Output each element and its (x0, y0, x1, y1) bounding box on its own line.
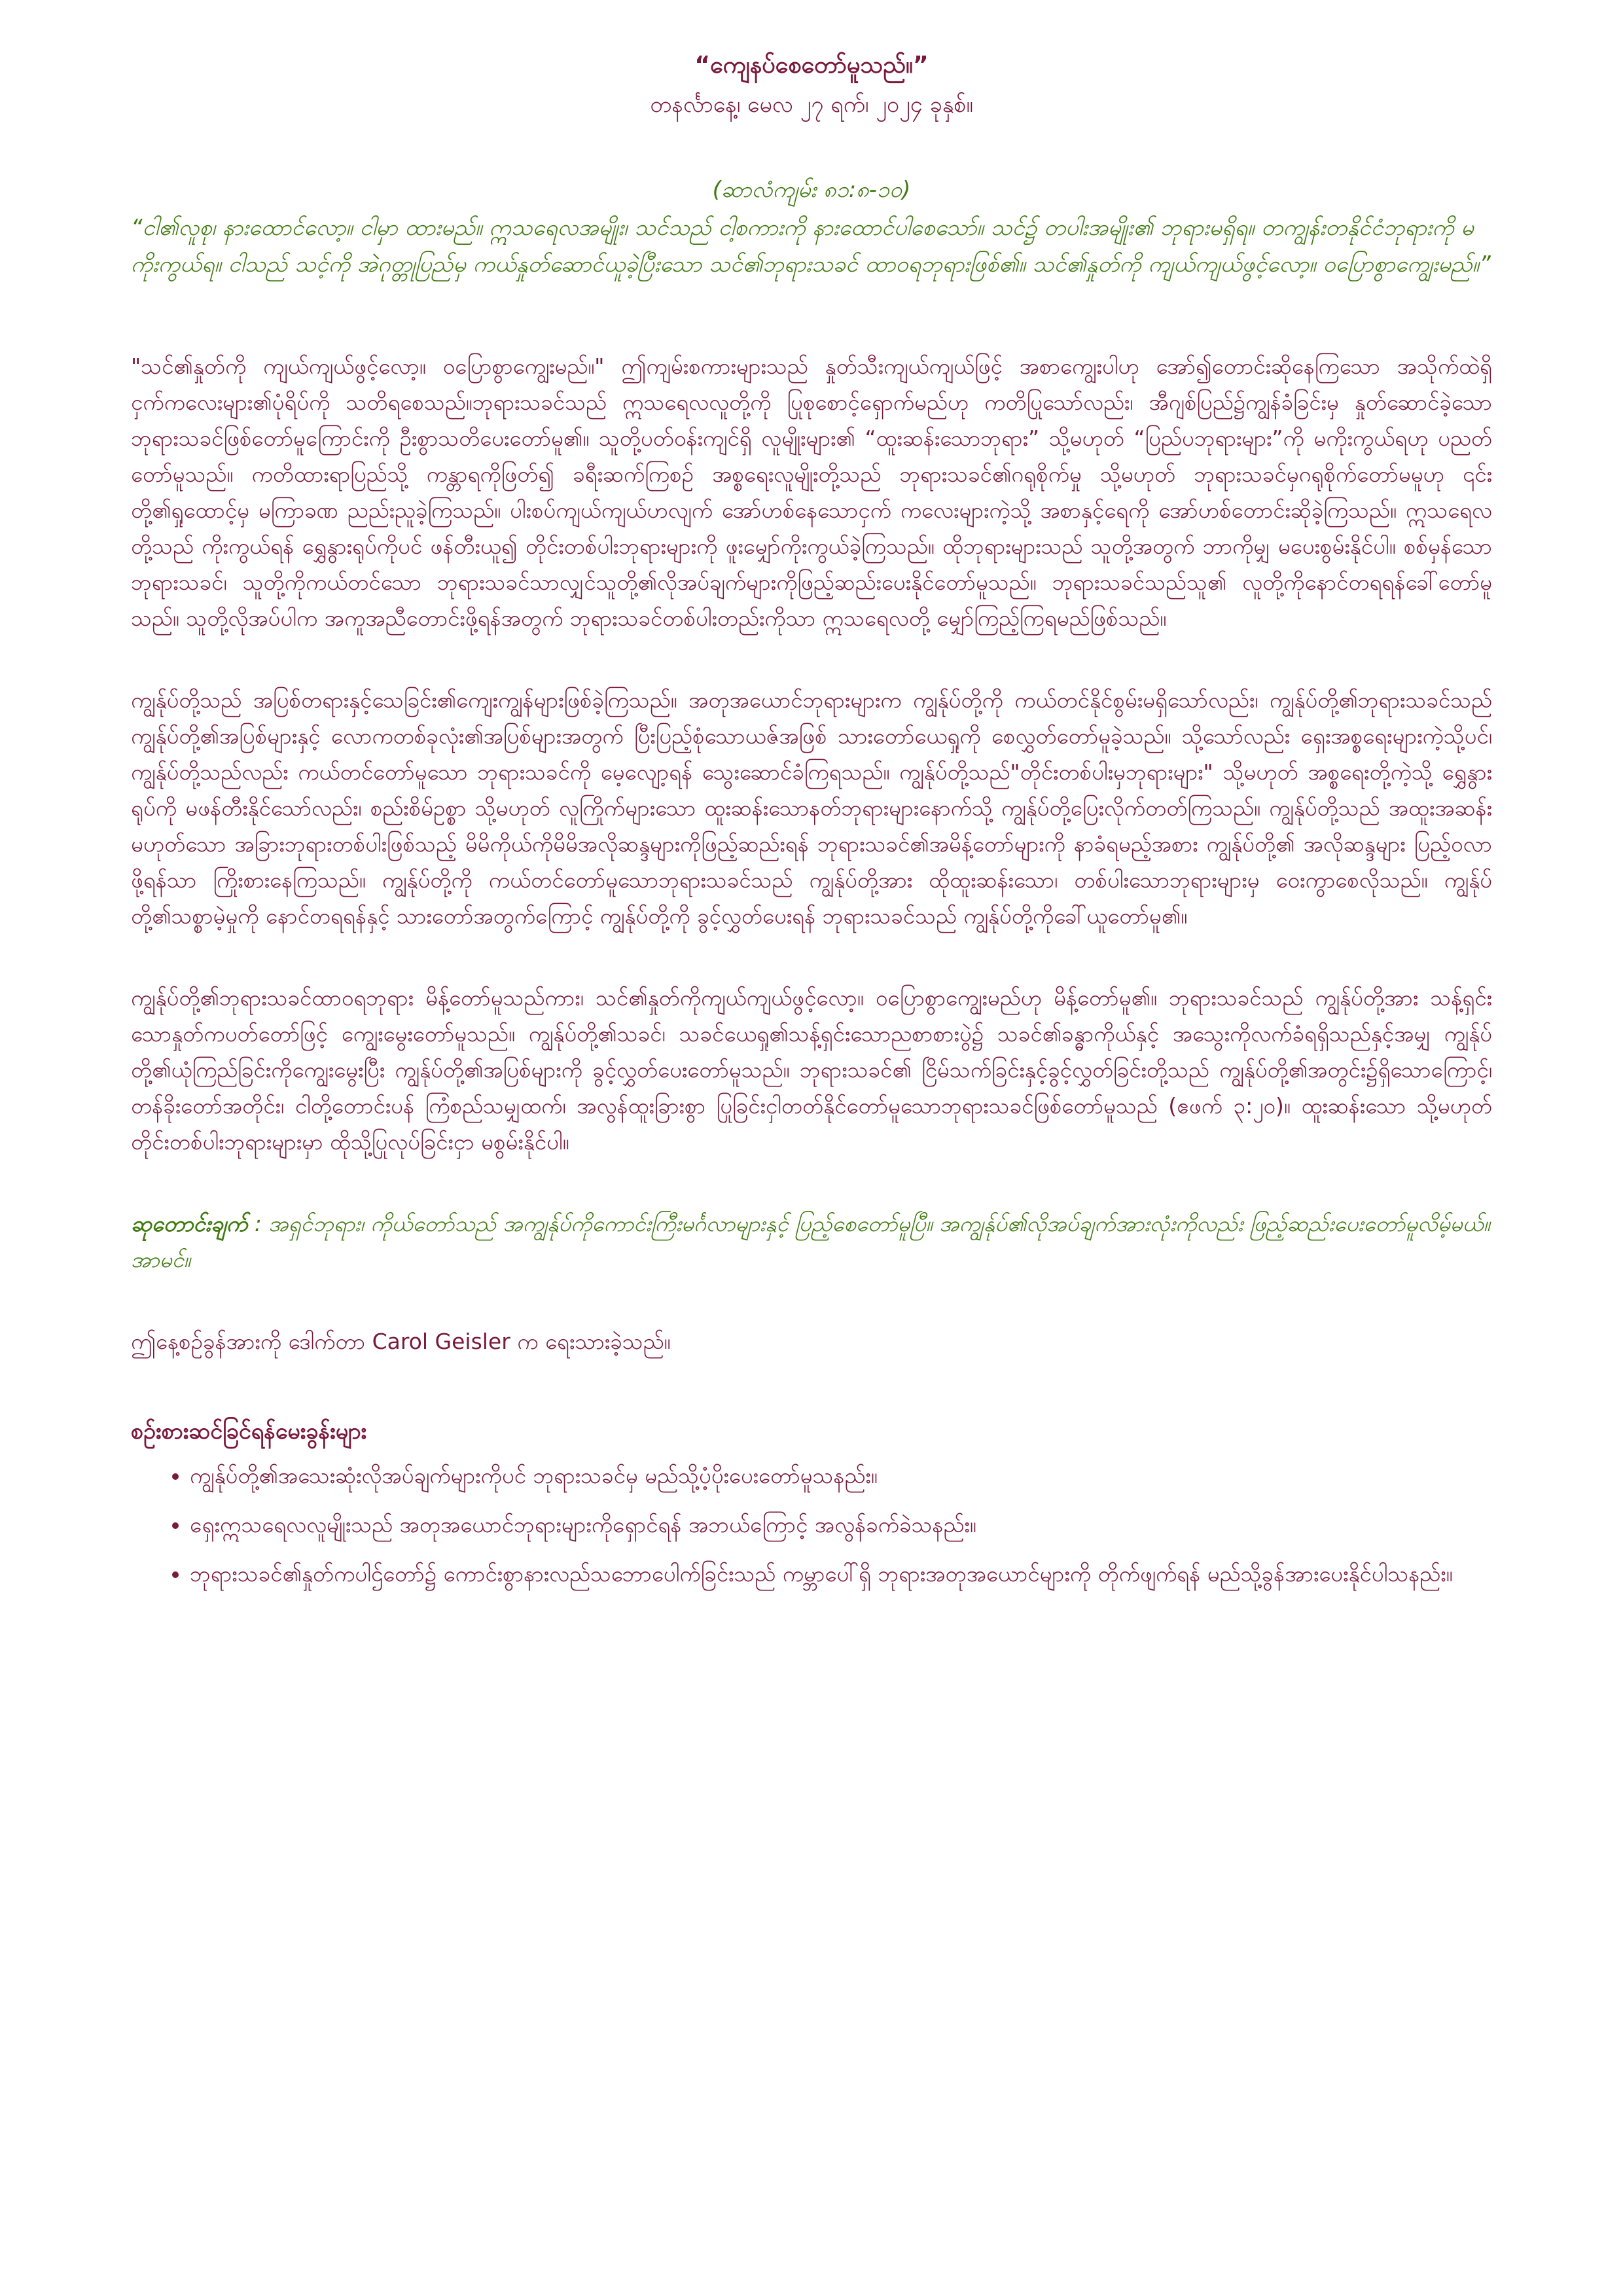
body-paragraph-2: ကျွန်ုပ်တို့သည် အပြစ်တရားနှင့်သေခြင်း၏ကျေးကျွန်များဖြစ်ခဲ့ကြသည်။ အတုအယောင်ဘုရားများက ကျွန်ုပ်တို့ကို ကယ်တင်နိုင်စွမ်းမရှိသော်လည်း၊ ကျွန်ုပ်တို့၏ဘုရားသခင်သည် ကျွန်ုပ်တို့၏အပြစ်များနှင့် လောကတစ်ခုလုံး၏အပြစ်များအတွက် ပြီးပြည့်စုံသောယဇ်အဖြစ် သားတော်ယေရှုကို စေလွှတ်တော်မူခဲ့သည်။ သို့သော်လည်း ရှေးအစ္စရေးများကဲ့သို့ပင်၊ ကျွန်ုပ်တို့သည်လည်း ကယ်တင်တော်မူသော ဘုရားသခင်ကို မေ့လျော့ရန် သွေးဆောင်ခံကြရသည်။ ကျွန်ုပ်တို့သည်"တိုင်းတစ်ပါးမှဘုရားများ" သို့မဟုတ် အစ္စရေးတို့ကဲ့သို့ ရွှေနွားရုပ်ကို မဖန်တီးနိုင်သော်လည်း၊ စည်းစိမ်ဥစ္စာ သို့မဟုတ် လူကြိုက်များသော ထူးဆန်းသောနတ်ဘုရားများနောက်သို့ ကျွန်ုပ်တို့ပြေးလိုက်တတ်ကြသည်။ ကျွန်ုပ်တို့သည် အထူးအဆန်းမဟုတ်သော အခြားဘုရားတစ်ပါးဖြစ်သည့် မိမိကိုယ်ကိုမိမိအလိုဆန္ဒများကိုဖြည့်ဆည်းရန် ဘုရားသခင်၏အမိန့်တော်များကို နာခံရမည့်အစား ကျွန်ုပ်တို့၏ အလိုဆန္ဒများ ပြည့်ဝလာဖို့ရန်သာ ကြိုးစားနေကြသည်။ ကျွန်ုပ်တို့ကို ကယ်တင်တော်မူသောဘုရားသခင်သည် ကျွန်ုပ်တို့အား ထိုထူးဆန်းသော၊ တစ်ပါးသောဘုရားများမှ ဝေးကွာစေလိုသည်။ ကျွန်ုပ်တို့၏သစ္စာမဲ့မှုကို နောင်တရရန်နှင့် သားတော်အတွက်ကြောင့် ကျွန်ုပ်တို့ကို ခွင့်လွှတ်ပေးရန် ဘုရားသခင်သည် ကျွန်ုပ်တို့ကိုခေါ်ယူတော်မူ၏။ (131, 687, 1492, 929)
prayer-separator: : (247, 1211, 269, 1236)
reflection-questions-list (131, 1458, 1492, 1592)
reflection-question: • ကျွန်ုပ်တို့၏အသေးဆုံးလိုအပ်ချက်များကိုပင် ဘုရားသခင်မှ မည်သို့ပံ့ပိုးပေးတော်မူသနည်း။ (190, 1458, 1492, 1494)
reflection-questions-heading: စဉ်းစားဆင်ခြင်ရန်မေးခွန်းများ (131, 1418, 367, 1444)
prayer-text: အရှင်ဘုရား၊ ကိုယ်တော်သည် အကျွန်ုပ်ကိုကောင်းကြီးမင်္ဂလာများနှင့် ပြည့်စေတော်မူပြီ။ အကျွန်ုပ်၏လိုအပ်ချက်အားလုံးကိုလည်း ဖြည့်ဆည်းပေးတော်မူလိမ့်မယ်။ အာမင်။ (131, 1211, 1490, 1272)
devotion-date: တနင်္လာနေ့၊ မေလ ၂၇ ရက်၊ ၂၀၂၄ ခုနှစ်။ (650, 92, 973, 118)
reflection-question: • ရှေးဣသရေလလူမျိုးသည် အတုအယောင်ဘုရားများကိုရှောင်ရန် အဘယ်ကြောင့် အလွန်ခက်ခဲသနည်း။ (190, 1507, 1492, 1543)
body-paragraph-1: "သင်၏နှုတ်ကို ကျယ်ကျယ်ဖွင့်လော့။ ဝပြောစွာကျွေးမည်။" ဤကျမ်းစကားများသည် နှုတ်သီးကျယ်ကျယ်ဖြင့် အစာကျွေးပါဟု အော်၍တောင်းဆိုနေကြသော အသိုက်ထဲရှိ ငှက်ကလေးများ၏ပုံရိပ်ကို သတိရစေသည်။ဘုရားသခင်သည် ဣသရေလလူတို့ကို ပြုစုစောင့်ရှောက်မည်ဟု ကတိပြုသော်လည်း၊ အီဂျစ်ပြည်၌ကျွန်ခံခြင်းမှ နှုတ်ဆောင်ခဲ့သော ဘုရားသခင်ဖြစ်တော်မူကြောင်းကို ဦးစွာသတိပေးတော်မူ၏။ သူတို့ပတ်ဝန်းကျင်ရှိ လူမျိုးများ၏ “ထူးဆန်းသောဘုရား” သို့မဟုတ် “ပြည်ပဘုရားများ”ကို မကိုးကွယ်ရဟု ပညတ်တော်မူသည်။ ကတိထားရာပြည်သို့ ကန္တာရကိုဖြတ်၍ ခရီးဆက်ကြစဉ် အစ္စရေးလူမျိုးတို့သည် ဘုရားသခင်၏ဂရုစိုက်မှု သို့မဟုတ် ဘုရားသခင်မှဂရုစိုက်တော်မမူဟု ၎င်းတို့၏ရှုထောင့်မှ မကြာခဏ ညည်းညူခဲ့ကြသည်။ ပါးစပ်ကျယ်ကျယ်ဟလျက် အော်ဟစ်နေသောငှက် ကလေးများကဲ့သို့ အစာနှင့်ရေကို အော်ဟစ်တောင်းဆိုခဲ့ကြသည်။ ဣသရေလတို့သည် ကိုးကွယ်ရန် ရွှေနွားရုပ်ကိုပင် ဖန်တီးယူ၍ တိုင်းတစ်ပါးဘုရားများကို ဖူးမျှော်ကိုးကွယ်ခဲ့ကြသည်။ ထိုဘုရားများသည် သူတို့အတွက် ဘာကိုမျှ မပေးစွမ်းနိုင်ပါ။ စစ်မှန်သောဘုရားသခင်၊ သူတို့ကိုကယ်တင်သော ဘုရားသခင်သာလျှင်သူတို့၏လိုအပ်ချက်များကိုဖြည့်ဆည်းပေးနိုင်တော်မူသည်။ ဘုရားသခင်သည်သူ၏ လူတို့ကိုနောင်တရရန်ခေါ်တော်မူသည်။ သူတို့လိုအပ်ပါက အကူအညီတောင်းဖို့ရန်အတွက် ဘုရားသခင်တစ်ပါးတည်းကိုသာ ဣသရေလတို့ မျှော်ကြည့်ကြရမည်ဖြစ်သည်။ (131, 353, 1492, 631)
prayer-block (131, 1206, 1492, 1278)
scripture-text: “ငါ၏လူစု၊ နားထောင်လော့။ ငါမှာ ထားမည်။ ဣသရေလအမျိုး၊ သင်သည် ငါ့စကားကို နားထောင်ပါစေသော်။ သင်၌ တပါးအမျိုး၏ ဘုရားမရှိရ။ တကျွန်းတနိုင်ငံဘုရားကို မကိုးကွယ်ရ။ ငါသည် သင့်ကို အဲဂုတ္တုပြည်မှ ကယ်နှုတ်ဆောင်ယူခဲ့ပြီးသော သင်၏ဘုရားသခင် ထာဝရဘုရားဖြစ်၏။ သင်၏နှုတ်ကို ကျယ်ကျယ်ဖွင့်လော့။ ဝပြောစွာကျွေးမည်။” (131, 215, 1491, 278)
devotion-title: “ကျေနပ်စေတော်မူသည်။” (694, 52, 929, 79)
reflection-question: • ဘုရားသခင်၏နှုတ်ကပါဌ်တော်၌ ကောင်းစွာနားလည်သဘောပေါက်ခြင်းသည် ကမ္ဘာပေါ်ရှိ ဘုရားအတုအယောင်များကို တိုက်ဖျက်ရန် မည်သို့ခွန်အားပေးနိုင်ပါသနည်း။ (190, 1556, 1492, 1592)
scripture-reference: (ဆာလံကျမ်း ၈၁:၈-၁၀) (712, 177, 911, 203)
devotional-page (131, 46, 1492, 1605)
body-paragraph-3: ကျွန်ုပ်တို့၏ဘုရားသခင်ထာဝရဘုရား မိန့်တော်မူသည်ကား၊ သင်၏နှုတ်ကိုကျယ်ကျယ်ဖွင့်လော့။ ဝပြောစွာကျွေးမည်ဟု မိန့်တော်မူ၏။ ဘုရားသခင်သည် ကျွန်ုပ်တို့အား သန့်ရှင်းသောနှုတ်ကပတ်တော်ဖြင့် ကျွေးမွေးတော်မူသည်။ ကျွန်ုပ်တို့၏သခင်၊ သခင်ယေရှု၏သန့်ရှင်းသောညစာစားပွဲ၌ သခင်၏ခန္ဓာကိုယ်နှင့် အသွေးကိုလက်ခံရရှိသည်နှင့်အမျှ ကျွန်ုပ်တို့၏ယုံကြည်ခြင်းကိုကျွေးမွေးပြီး ကျွန်ုပ်တို့၏အပြစ်များကို ခွင့်လွှတ်ပေးတော်မူသည်။ ဘုရားသခင်၏ ငြိမ်သက်ခြင်းနှင့်ခွင့်လွှတ်ခြင်းတို့သည် ကျွန်ုပ်တို့၏အတွင်း၌ရှိသောကြောင့်၊ တန်ခိုးတော်အတိုင်း၊ ငါတို့တောင်းပန် ကြံစည်သမျှထက်၊ အလွန်ထူးခြားစွာ ပြုခြင်းငှါတတ်နိုင်တော်မူသောဘုရားသခင်ဖြစ်တော်မူသည် (ဧဖက် ၃:၂၀)။ ထူးဆန်းသော သို့မဟုတ် တိုင်းတစ်ပါးဘုရားများမှာ ထိုသို့ပြုလုပ်ခြင်းငှာ မစွမ်းနိုင်ပါ။ (131, 985, 1492, 1155)
author-credit: ဤနေ့စဉ်ခွန်အားကို ဒေါက်တာ Carol Geisler က ရေးသားခဲ့သည်။ (131, 1329, 671, 1354)
prayer-label: ဆုတောင်းချက် (131, 1211, 248, 1236)
